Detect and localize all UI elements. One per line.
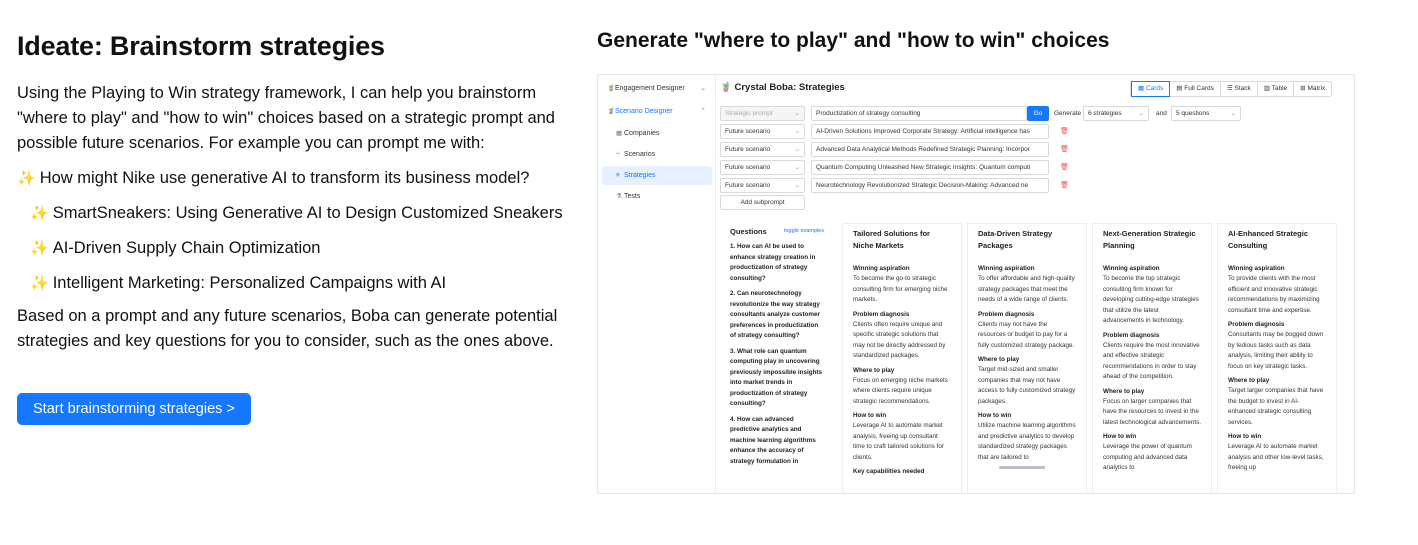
app-main bbox=[716, 75, 1355, 494]
outro-text: Based on a prompt and any future scenarios, Boba can generate potential strategies and key questions for you to consider, such as the ones above. bbox=[17, 307, 558, 350]
view-cards[interactable]: ▦ Cards bbox=[1131, 81, 1170, 97]
sparkle-icon: ✨ bbox=[30, 275, 49, 292]
chevron-down-icon: ⌄ bbox=[700, 85, 706, 92]
scenario-select[interactable] bbox=[720, 142, 805, 157]
horizontal-scrollbar[interactable] bbox=[999, 466, 1045, 469]
sparkle-icon: ✨ bbox=[30, 240, 49, 257]
questions-count-select[interactable] bbox=[1171, 106, 1241, 121]
select-value: Future scenario bbox=[725, 182, 771, 189]
section-text: Target larger companies that have the budget to invest in AI-enhanced strategic consulting services. bbox=[1228, 387, 1324, 426]
question-item: 2. Can neurotechnology revolutionize the way strategy consultants analyze customer preferences in productization of strategy consulting? bbox=[730, 290, 820, 339]
view-label: Matrix bbox=[1307, 85, 1326, 92]
section-text: Focus on larger companies that have the resources to invest in the latest technological advancements. bbox=[1103, 397, 1202, 426]
example-prompt-text: How might Nike use generative AI to transform its business model? bbox=[39, 169, 530, 187]
section-text: Focus on emerging niche markets where clients require unique strategic recommendations. bbox=[853, 376, 948, 405]
scenario-input[interactable]: AI-Driven Solutions Improved Corporate Strategy: Artificial intelligence has bbox=[811, 124, 1049, 139]
scenario-input[interactable]: Quantum Computing Unleashed New Strategic Insights: Quantum computi bbox=[811, 160, 1049, 175]
chevron-down-icon: ⌄ bbox=[794, 110, 800, 117]
questions-heading bbox=[730, 227, 824, 236]
app-sidebar bbox=[598, 75, 716, 494]
section-label: Problem diagnosis bbox=[978, 310, 1035, 318]
prompt-type-select[interactable] bbox=[720, 106, 805, 121]
boba-icon: 🧋 bbox=[607, 108, 616, 115]
question-item: 1. How can AI be used to enhance strategy creation in productization of strategy consulting? bbox=[730, 243, 816, 282]
go-button[interactable]: Go bbox=[1027, 106, 1049, 121]
select-value: 6 strategies bbox=[1088, 110, 1122, 117]
scenario-input[interactable]: Neurotechnology Revolutionized Strategic Decision-Making: Advanced ne bbox=[811, 178, 1049, 193]
select-value: Future scenario bbox=[725, 128, 771, 135]
view-matrix[interactable]: ⊞ Matrix bbox=[1300, 85, 1326, 92]
section-text: Utilize machine learning algorithms and predictive analytics to develop standardized strategy packages that are tailored to bbox=[978, 422, 1076, 461]
section-label: Problem diagnosis bbox=[853, 310, 910, 318]
branch-icon: ⑂ bbox=[616, 151, 620, 158]
example-result-text: SmartSneakers: Using Generative AI to Design Customized Sneakers bbox=[52, 204, 563, 222]
section-label: Winning aspiration bbox=[978, 265, 1035, 272]
start-brainstorming-button[interactable]: Start brainstorming strategies > bbox=[17, 393, 251, 425]
strategy-card[interactable] bbox=[842, 223, 962, 494]
sparkle-icon: ✨ bbox=[30, 205, 49, 222]
sidebar-item-companies[interactable] bbox=[602, 124, 712, 143]
chevron-down-icon: ⌄ bbox=[794, 164, 800, 171]
sidebar-item-engagement-designer[interactable] bbox=[602, 79, 712, 98]
section-label: Winning aspiration bbox=[1103, 265, 1160, 272]
view-table[interactable]: ▥ Table bbox=[1258, 82, 1294, 96]
section-label: How to win bbox=[978, 412, 1012, 419]
boba-icon: 🧋 bbox=[607, 85, 616, 92]
example-result bbox=[17, 271, 577, 296]
add-subprompt-button[interactable]: Add subprompt bbox=[720, 195, 805, 210]
delete-icon[interactable]: 🗑 bbox=[1060, 182, 1069, 189]
example-result-text: Intelligent Marketing: Personalized Campaigns with AI bbox=[52, 274, 447, 292]
sidebar-item-scenarios[interactable] bbox=[602, 145, 712, 164]
prompt-input[interactable]: Productization of strategy consulting bbox=[811, 106, 1027, 121]
chevron-down-icon: ⌄ bbox=[794, 128, 800, 135]
strategy-card[interactable] bbox=[1092, 223, 1212, 494]
section-label: Problem diagnosis bbox=[1103, 331, 1160, 339]
view-full-cards[interactable]: ▤ Full Cards bbox=[1170, 82, 1221, 96]
toggle-examples-link[interactable]: toggle examples bbox=[783, 228, 824, 234]
questions-card bbox=[720, 223, 834, 494]
strategy-card[interactable] bbox=[1217, 223, 1337, 494]
view-label: Table bbox=[1271, 85, 1288, 92]
sidebar-item-label: Engagement Designer bbox=[615, 85, 685, 92]
scenario-select[interactable] bbox=[720, 124, 805, 139]
chevron-down-icon: ⌄ bbox=[1138, 110, 1144, 117]
section-text: To become the go-to strategic consulting firm for emerging niche markets. bbox=[853, 275, 948, 303]
section-text: Clients require the most innovative and effective strategic recommendations in order to stay ahead of the competition. bbox=[1103, 341, 1200, 380]
section-text: Clients often require unique and specific strategic solutions that may not be directly addressed by standardized packages. bbox=[853, 320, 946, 359]
section-label: Where to play bbox=[853, 366, 895, 374]
strategy-title: AI-Enhanced Strategic Consulting bbox=[1228, 229, 1309, 250]
chevron-down-icon: ⌄ bbox=[794, 146, 800, 153]
view-stack[interactable]: ☰ Stack bbox=[1221, 82, 1258, 96]
sidebar-item-label: Scenario Designer bbox=[615, 108, 673, 115]
generate-label: Generate bbox=[1054, 110, 1082, 117]
building-icon: ▦ bbox=[616, 130, 623, 137]
page-title: Ideate: Brainstorm strategies bbox=[17, 31, 385, 61]
select-value: Future scenario bbox=[725, 164, 771, 171]
view-switcher bbox=[1130, 81, 1332, 97]
view-label: Stack bbox=[1234, 85, 1251, 92]
sidebar-item-label: Companies bbox=[624, 130, 660, 137]
delete-icon[interactable]: 🗑 bbox=[1060, 128, 1069, 135]
section-label: Key capabilities needed bbox=[853, 468, 925, 475]
section-label: Winning aspiration bbox=[1228, 265, 1285, 272]
chevron-up-icon: ⌃ bbox=[700, 108, 706, 115]
app-title bbox=[720, 82, 845, 93]
and-label: and bbox=[1156, 110, 1167, 117]
select-value: Strategic prompt bbox=[725, 110, 773, 117]
example-result bbox=[17, 236, 577, 261]
example-prompt bbox=[17, 166, 577, 191]
list-icon: ≡ bbox=[616, 172, 620, 179]
section-label: How to win bbox=[1228, 433, 1262, 440]
view-label: Cards bbox=[1145, 85, 1164, 92]
section-label: How to win bbox=[1103, 433, 1137, 440]
sparkle-icon: ✨ bbox=[17, 170, 36, 187]
scenario-select[interactable] bbox=[720, 178, 805, 193]
section-text: To become the top strategic consulting firm known for developing cutting-edge strategies that utilize the latest advancements in technology. bbox=[1103, 275, 1199, 324]
scenario-select[interactable] bbox=[720, 160, 805, 175]
section-text: To offer affordable and high-quality strategy packages that meet the needs of a wide range of clients. bbox=[978, 275, 1075, 303]
section-label: Where to play bbox=[1103, 387, 1145, 395]
sidebar-item-strategies[interactable] bbox=[602, 166, 712, 185]
section-label: Winning aspiration bbox=[853, 265, 910, 272]
section-label: How to win bbox=[853, 412, 887, 419]
section-title: Generate "where to play" and "how to win" choices bbox=[597, 29, 1110, 52]
section-text: Target mid-sized and smaller companies that may not have access to fully customized strategy packages. bbox=[978, 366, 1076, 405]
section-text: Consultants may be bogged down by tedious tasks such as data analysis, limiting their ability to focus on key strategic tasks. bbox=[1228, 331, 1324, 370]
chevron-down-icon: ⌄ bbox=[794, 182, 800, 189]
boba-icon: 🧋 bbox=[720, 82, 732, 93]
sidebar-item-label: Tests bbox=[624, 193, 641, 200]
scenario-input[interactable]: Advanced Data Analytical Methods Redefined Strategic Planning: Incorpor bbox=[811, 142, 1049, 157]
section-label: Problem diagnosis bbox=[1228, 321, 1285, 328]
example-result bbox=[17, 201, 577, 226]
question-item: 3. What role can quantum computing play in uncovering previously impossible insights into market trends in productization of strategy consulting? bbox=[730, 347, 823, 407]
section-text: Clients may not have the resources or budget to pay for a fully customized strategy package. bbox=[978, 320, 1075, 349]
strategy-title: Data-Driven Strategy Packages bbox=[978, 229, 1053, 250]
section-text: Leverage AI to automate market analysis, freeing up consultant time to craft tailored solutions for clients. bbox=[853, 422, 944, 461]
intro-section bbox=[17, 28, 577, 354]
flask-icon: ⚗ bbox=[616, 193, 622, 200]
strategy-title: Tailored Solutions for Niche Markets bbox=[853, 229, 930, 250]
select-value: Future scenario bbox=[725, 146, 771, 153]
section-label: Where to play bbox=[1228, 377, 1270, 384]
chevron-down-icon: ⌄ bbox=[1230, 110, 1236, 117]
example-result-text: AI-Driven Supply Chain Optimization bbox=[52, 239, 321, 257]
strategy-title: Next-Generation Strategic Planning bbox=[1103, 229, 1196, 250]
sidebar-item-scenario-designer[interactable] bbox=[602, 102, 712, 121]
delete-icon[interactable]: 🗑 bbox=[1060, 164, 1069, 171]
app-title-text: Crystal Boba: Strategies bbox=[734, 82, 845, 93]
sidebar-item-label: Strategies bbox=[624, 172, 656, 179]
section-text: To provide clients with the most efficient and innovative strategic recommendations by maximizing consultant time and expertise. bbox=[1228, 275, 1320, 314]
sidebar-item-tests[interactable] bbox=[602, 187, 712, 206]
section-text: Leverage AI to automate market analysis and other low-level tasks, freeing up bbox=[1228, 443, 1324, 471]
section-text: Leverage the power of quantum computing and advanced data analytics to bbox=[1103, 443, 1192, 471]
section-label: Where to play bbox=[978, 356, 1020, 363]
intro-text: Using the Playing to Win strategy framework, I can help you brainstorm "where to play" and "how to win" choices based on a strategic prompt and possible future scenarios. For example you can prompt me with: bbox=[17, 84, 555, 152]
strategy-card[interactable] bbox=[967, 223, 1087, 494]
strategies-count-select[interactable] bbox=[1083, 106, 1149, 121]
delete-icon[interactable]: 🗑 bbox=[1060, 146, 1069, 153]
question-item: 4. How can advanced predictive analytics and machine learning algorithms enhance the accuracy of strategy formulation in bbox=[730, 415, 816, 465]
select-value: 5 questions bbox=[1176, 110, 1210, 117]
questions-title: Questions bbox=[730, 227, 767, 236]
view-label: Full Cards bbox=[1184, 85, 1214, 92]
sidebar-item-label: Scenarios bbox=[624, 151, 656, 158]
app-screenshot bbox=[597, 74, 1355, 494]
